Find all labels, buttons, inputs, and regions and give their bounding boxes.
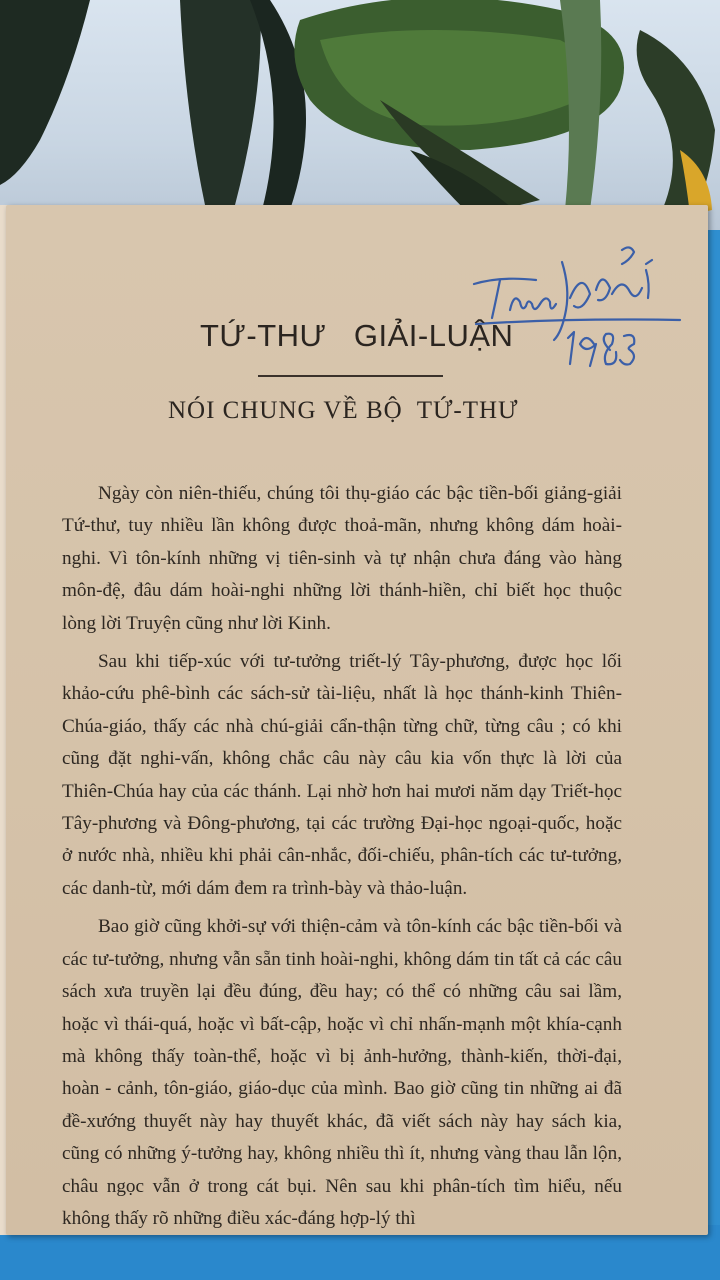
title-divider — [258, 375, 443, 377]
page-title: TỨ-THƯ GIẢI-LUẬN — [200, 318, 514, 353]
paragraph: Bao giờ cũng khởi-sự với thiện-cảm và tôn-kính các bậc tiền-bối và các tư-tưởng, nhưng vẫn sẵn tinh hoài-nghi, không dám tin tất cả các câu sách xưa truyền lại đều đúng, đều hay; có thể có những câu sai lầm, hoặc vì thái-quá, hoặc vì bất-cập, hoặc vì chỉ nhấn-mạnh một khía-cạnh mà không thấy toàn-thể, hoặc vì bị ảnh-hưởng, thành-kiến, thời-đại, hoàn - cảnh, tôn-giáo, giáo-dục của mình. Bao giờ cũng tin những ai đã đề-xướng thuyết này hay thuyết khác, đã viết sách này hay sách kia, cũng có những ý-tưởng hay, không nhiều thì ít, nhưng vàng thau lẫn lộn, châu ngọc vẫn ở trong cát bụi. Nên sau khi phân-tích tìm hiểu, nếu không thấy rõ những điều xác-đáng hợp-lý thì — [62, 916, 622, 1229]
paragraph: Ngày còn niên-thiếu, chúng tôi thụ-giáo các bậc tiền-bối giảng-giải Tứ-thư, tuy nhiều lần không được thoả-mãn, nhưng không dám hoài-nghi. Vì tôn-kính những vị tiên-sinh và tự nhận chưa đáng vào hàng môn-đệ, đâu dám hoài-nghi những lời thánh-hiền, chỉ biết học thuộc lòng lời Truyện cũng như lời Kinh. — [62, 483, 622, 634]
body-text — [62, 478, 622, 1235]
section-title: NÓI CHUNG VỀ BỘ TỨ-THƯ — [168, 397, 519, 424]
paragraph: Sau khi tiếp-xúc với tư-tưởng triết-lý Tây-phương, được học lối khảo-cứu phê-bình các sách-sử tài-liệu, nhất là học thánh-kinh Thiên-Chúa-giáo, thấy các nhà chú-giải cẩn-thận từng chữ, từng câu ; có khi cũng đặt nghi-vấn, không chắc câu này câu kia vốn thực là lời của Thiên-Chúa hay của các thánh. Lại nhờ hơn hai mươi năm dạy Triết-học Tây-phương và Đông-phương, tại các trường Đại-học ngoại-quốc, hoặc ở nước nhà, nhiều khi phải cân-nhắc, đối-chiếu, phân-tích các tư-tưởng, các danh-từ, mới dám đem ra trình-bày và thảo-luận. — [62, 651, 622, 899]
plant-leaves-image — [0, 0, 720, 230]
